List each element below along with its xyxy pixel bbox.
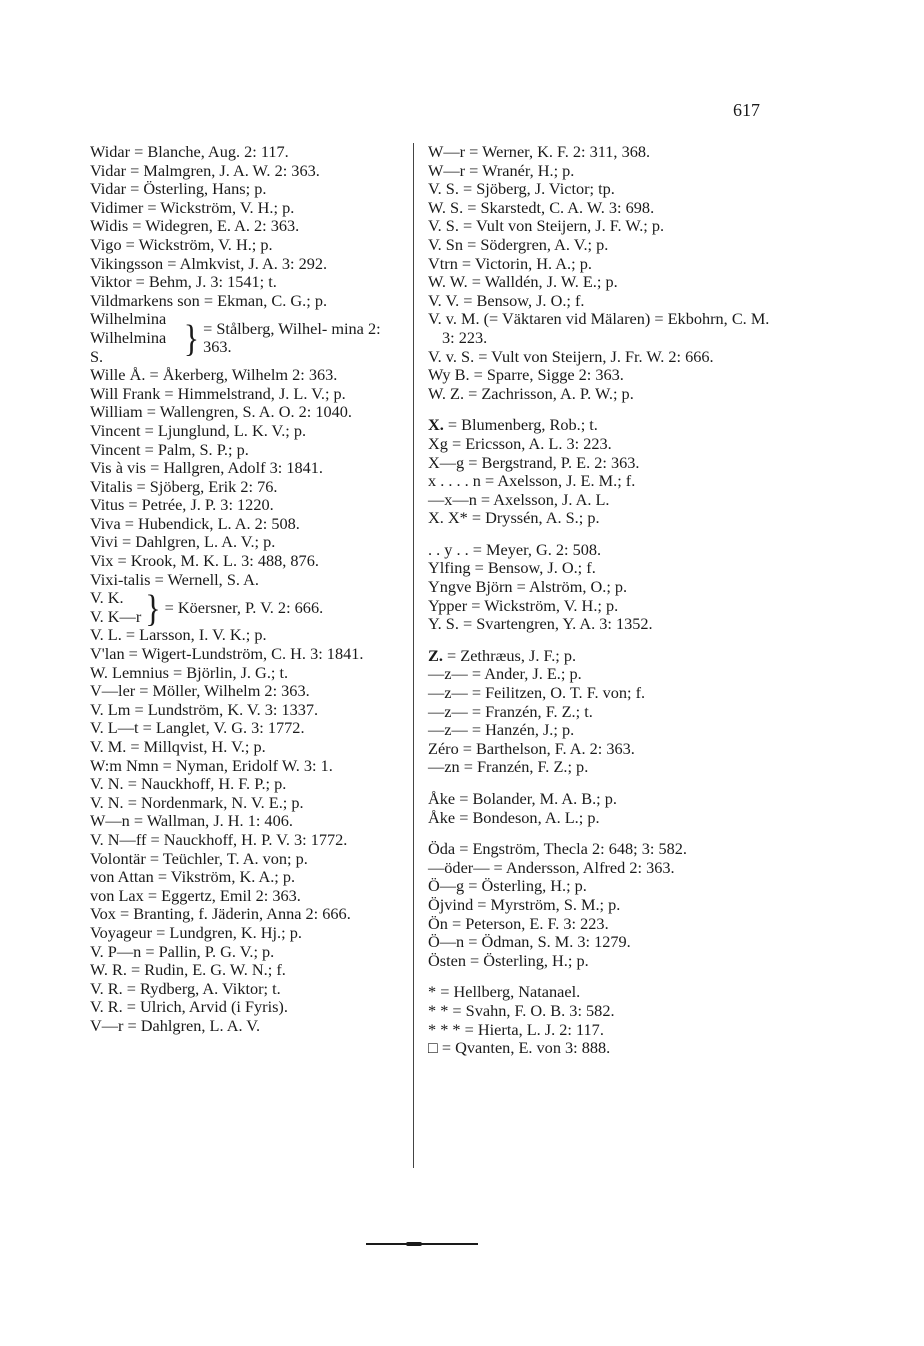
index-entry: Åke = Bolander, M. A. B.; p. <box>428 789 617 808</box>
index-entry: Vincent = Ljunglund, L. K. V.; p. <box>90 420 307 440</box>
index-entry: V. R. = Ulrich, Arvid (i Fyris). <box>90 997 288 1017</box>
index-entry: —öder— = Andersson, Alfred 2: 363. <box>428 857 675 877</box>
index-entry: x . . . . n = Axelsson, J. E. M.; f. <box>428 471 636 491</box>
index-entry: Zéro = Barthelson, F. A. 2: 363. <box>428 738 635 758</box>
index-entry: Ö—n = Ödman, S. M. 3: 1279. <box>428 932 631 952</box>
index-entry: W. W. = Walldén, J. W. E.; p. <box>428 272 618 292</box>
index-entry: Vitalis = Sjöberg, Erik 2: 76. <box>90 476 278 496</box>
index-entry: V. L—t = Langlet, V. G. 3: 1772. <box>90 718 305 738</box>
index-entry: Wy B. = Sparre, Sigge 2: 363. <box>428 365 624 385</box>
index-entry: Vixi-talis = Wernell, S. A. <box>90 569 259 589</box>
index-entry: * * * = Hierta, L. J. 2: 117. <box>428 1019 604 1039</box>
index-entry: Östen = Österling, H.; p. <box>428 950 589 970</box>
entry-pseudonym: V. K. <box>90 588 124 608</box>
index-entry: V'lan = Wigert-Lundström, C. H. 3: 1841. <box>90 644 364 664</box>
index-entry: Åke = Bondeson, A. L.; p. <box>428 807 600 827</box>
index-entry: W—n = Wallman, J. H. 1: 406. <box>90 811 293 831</box>
index-entry: Öjvind = Myrström, S. M.; p. <box>428 894 621 914</box>
index-entry: —z— = Franzén, F. Z.; t. <box>428 701 593 721</box>
index-entry: V. v. S. = Vult von Steijern, J. Fr. W. 2: 666. <box>428 346 714 366</box>
index-entry: von Attan = Vikström, K. A.; p. <box>90 867 296 887</box>
index-entry: V—r = Dahlgren, L. A. V. <box>90 1015 261 1035</box>
index-entry: Widar = Blanche, Aug. 2: 117. <box>90 142 289 161</box>
column-divider <box>413 143 414 1168</box>
index-entry: Vox = Branting, f. Jäderin, Anna 2: 666. <box>90 904 351 924</box>
index-entry: —z— = Hanzén, J.; p. <box>428 720 575 740</box>
index-entry: —zn = Franzén, F. Z.; p. <box>428 757 589 777</box>
index-entry: W. Z. = Zachrisson, A. P. W.; p. <box>428 383 634 403</box>
left-column <box>90 143 405 1036</box>
index-entry: Will Frank = Himmelstrand, J. L. V.; p. <box>90 383 346 403</box>
section-gap <box>428 528 773 541</box>
index-entry: W. R. = Rudin, E. G. W. N.; f. <box>90 960 286 980</box>
page-number: 617 <box>733 100 760 120</box>
right-column <box>428 143 773 1058</box>
index-entry: Öda = Engström, Thecla 2: 648; 3: 582. <box>428 839 687 859</box>
index-entry: V. R. = Rydberg, A. Viktor; t. <box>90 978 281 998</box>
index-entry: Vidimer = Wickström, V. H.; p. <box>90 197 295 217</box>
index-entry: W:m Nmn = Nyman, Eridolf W. 3: 1. <box>90 755 333 775</box>
entry-pseudonym: Wilhelmina <box>90 309 167 329</box>
entry-identity: = Köersner, P. V. 2: 666. <box>164 597 324 617</box>
index-entry: V—ler = Möller, Wilhelm 2: 363. <box>90 681 310 701</box>
index-entry: W—r = Werner, K. F. 2: 311, 368. <box>428 142 651 161</box>
index-entry: V. V. = Bensow, J. O.; f. <box>428 290 585 310</box>
index-entry: * * = Svahn, F. O. B. 3: 582. <box>428 1000 615 1020</box>
index-entry: Widis = Widegren, E. A. 2: 363. <box>90 216 300 236</box>
index-entry: V. v. M. (= Väktaren vid Mälaren) = Ekbohrn, C. M. 3: 223. <box>428 309 770 347</box>
entry-pseudonym: V. K—r <box>90 606 142 626</box>
index-entry: Ylfing = Bensow, J. O.; f. <box>428 558 596 578</box>
index-entry: —z— = Feilitzen, O. T. F. von; f. <box>428 683 646 703</box>
index-entry: Vis à vis = Hallgren, Adolf 3: 1841. <box>90 458 323 478</box>
index-entry: Xg = Ericsson, A. L. 3: 223. <box>428 433 612 453</box>
index-entry: Vtrn = Victorin, H. A.; p. <box>428 253 592 273</box>
index-entry: V. Lm = Lundström, K. V. 3: 1337. <box>90 699 319 719</box>
index-entry: Vidar = Österling, Hans; p. <box>90 179 267 199</box>
index-entry: W. Lemnius = Björlin, J. G.; t. <box>90 662 289 682</box>
index-entry: Vivi = Dahlgren, L. A. V.; p. <box>90 532 276 552</box>
index-entry: W—r = Wranér, H.; p. <box>428 160 575 180</box>
index-entry: X. = Blumenberg, Rob.; t. <box>428 415 598 435</box>
index-entry: Z. = Zethræus, J. F.; p. <box>428 645 577 665</box>
brace-icon: } <box>145 586 161 630</box>
index-entry: Voyageur = Lundgren, K. Hj.; p. <box>90 922 302 942</box>
index-entry: Vincent = Palm, S. P.; p. <box>90 439 249 459</box>
index-entry: V. P—n = Pallin, P. G. V.; p. <box>90 941 275 961</box>
index-entry: —x—n = Axelsson, J. A. L. <box>428 489 610 509</box>
index-entry: Yngve Björn = Alström, O.; p. <box>428 577 628 597</box>
index-entry: V. Sn = Södergren, A. V.; p. <box>428 234 609 254</box>
index-entry: Viktor = Behm, J. 3: 1541; t. <box>90 272 277 292</box>
index-entry: Ö—g = Österling, H.; p. <box>428 876 587 896</box>
index-entry: V. M. = Millqvist, H. V.; p. <box>90 737 266 756</box>
entry-pseudonym: Wilhelmina S. <box>90 327 167 366</box>
footer-ornament-rule <box>366 1243 478 1245</box>
index-entry: * = Hellberg, Natanael. <box>428 982 581 1002</box>
index-entry: V. S. = Vult von Steijern, J. F. W.; p. <box>428 216 665 236</box>
index-entry: V. L. = Larsson, I. V. K.; p. <box>90 625 267 645</box>
index-entry: Volontär = Teüchler, T. A. von; p. <box>90 848 308 868</box>
index-entry: William = Wallengren, S. A. O. 2: 1040. <box>90 402 352 422</box>
index-entry: . . y . . = Meyer, G. 2: 508. <box>428 539 602 559</box>
entry-identity: = Stålberg, Wilhel- mina 2: 363. <box>203 318 381 357</box>
index-entry: Wille Å. = Åkerberg, Wilhelm 2: 363. <box>90 365 338 385</box>
brace-icon: } <box>183 316 200 360</box>
index-entry: Ön = Peterson, E. F. 3: 223. <box>428 913 609 933</box>
index-entry: Vigo = Wickström, V. H.; p. <box>90 234 273 254</box>
index-entry: Vikingsson = Almkvist, J. A. 3: 292. <box>90 253 328 273</box>
index-entry <box>90 586 405 630</box>
index-entry: V. S. = Sjöberg, J. Victor; tp. <box>428 179 615 199</box>
index-entry: Y. S. = Svartengren, Y. A. 3: 1352. <box>428 614 653 634</box>
index-entry: Vitus = Petrée, J. P. 3: 1220. <box>90 495 274 515</box>
index-entry: V. N—ff = Nauckhoff, H. P. V. 3: 1772. <box>90 829 348 849</box>
index-entry: von Lax = Eggertz, Emil 2: 363. <box>90 885 301 905</box>
index-entry: V. N. = Nauckhoff, H. F. P.; p. <box>90 774 287 794</box>
index-entry: □ = Qvanten, E. von 3: 888. <box>428 1038 611 1058</box>
index-entry <box>90 310 405 366</box>
index-entry: Viva = Hubendick, L. A. 2: 508. <box>90 513 300 533</box>
section-gap <box>428 634 773 647</box>
index-entry: X—g = Bergstrand, P. E. 2: 363. <box>428 452 640 472</box>
index-entry: X. X* = Dryssén, A. S.; p. <box>428 508 600 528</box>
index-entry: W. S. = Skarstedt, C. A. W. 3: 698. <box>428 197 655 217</box>
index-entry: —z— = Ander, J. E.; p. <box>428 664 582 684</box>
index-entry: Vidar = Malmgren, J. A. W. 2: 363. <box>90 160 320 180</box>
index-entry: Ypper = Wickström, V. H.; p. <box>428 595 619 615</box>
index-entry: V. N. = Nordenmark, N. V. E.; p. <box>90 792 304 812</box>
index-entry: Vildmarkens son = Ekman, C. G.; p. <box>90 290 328 310</box>
index-entry: Vix = Krook, M. K. L. 3: 488, 876. <box>90 551 319 571</box>
